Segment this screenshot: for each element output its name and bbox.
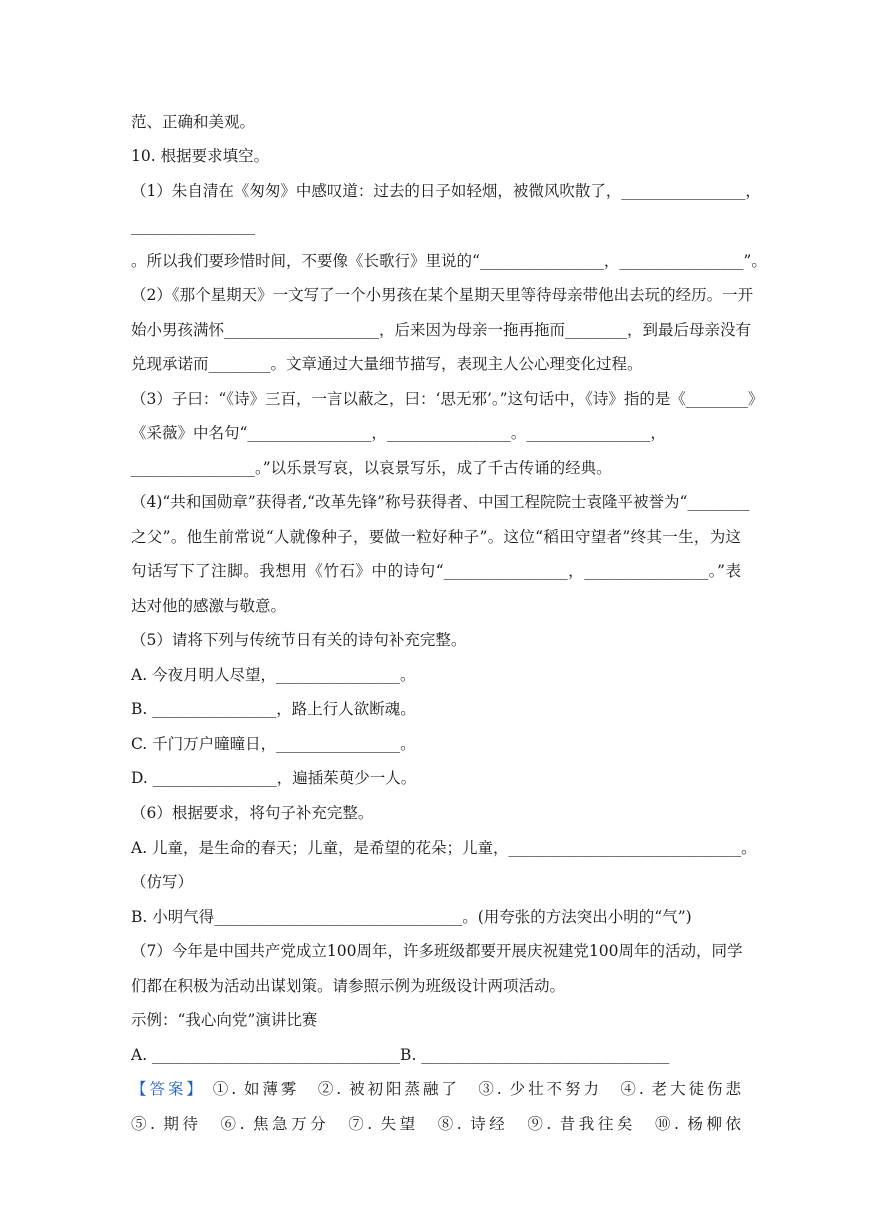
text-line: （3）子曰：“《诗》三百，一言以蔽之，曰：‘思无邪’。”这句话中，《诗》指的是《________》 <box>131 390 764 408</box>
text-line: 《采薇》中名句“________________，________________。________________， <box>131 424 666 442</box>
question-heading: 10. 根据要求填空。 <box>131 147 270 165</box>
answer-line-2: ⑤. 期待 ⑥. 焦急万分 ⑦. 失望 ⑧. 诗经 ⑨. 昔我往矣 ⑩. 杨柳依 <box>131 1115 741 1133</box>
text-line: （1）朱自清在《匆匆》中感叹道：过去的日子如轻烟，被微风吹散了，________________， <box>131 182 761 200</box>
text-line: B. ________________，路上行人欲断魂。 <box>131 700 416 718</box>
text-line: 达对他的感激与敬意。 <box>131 597 287 615</box>
text-line: B. 小明气得________________________________。(用夸张的方法突出小明的“气”) <box>131 908 692 926</box>
text-line: 句话写下了注脚。我想用《竹石》中的诗句“________________，________________。”表 <box>131 562 741 580</box>
text-line: ________________ <box>131 217 255 235</box>
answer-items: ①. 如薄雾 ②. 被初阳蒸融了 ③. 少壮不努力 ④. 老大徒伤悲 <box>212 1080 741 1098</box>
text-line: 之父”。他生前常说“人就像种子，要做一粒好种子”。这位“稻田守望者”终其一生，为这 <box>131 528 741 546</box>
text-line: （2）《那个星期天》一文写了一个小男孩在某个星期天里等待母亲带他出去玩的经历。一开 <box>131 286 754 304</box>
text-line: A. 儿童，是生命的春天；儿童，是希望的花朵；儿童，______________________________。 <box>131 839 757 857</box>
text-line: （6）根据要求，将句子补充完整。 <box>131 804 374 822</box>
text-line: （7）今年是中国共产党成立100周年，许多班级都要开展庆祝建党100周年的活动，同学 <box>131 942 743 960</box>
text-line: （4)“共和国勋章”获得者,“改革先锋”称号获得者、中国工程院院士袁隆平被誉为“________ <box>131 493 750 511</box>
text-line: 始小男孩满怀____________________，后来因为母亲一拖再拖而________，到最后母亲没有 <box>131 321 752 339</box>
text-line: 。所以我们要珍惜时间，不要像《长歌行》里说的“________________，________________”。 <box>131 252 767 270</box>
text-line: 们都在积极为活动出谋划策。请参照示例为班级设计两项活动。 <box>131 977 566 995</box>
text-line: A. 今夜月明人尽望，________________。 <box>131 666 416 684</box>
text-line: D. ________________，遍插茱萸少一人。 <box>131 769 417 787</box>
text-line: 兑现承诺而________。文章通过大量细节描写，表现主人公心理变化过程。 <box>131 355 643 373</box>
text-line: C. 千门万户曈曈日，________________。 <box>131 735 416 753</box>
text-line: （5）请将下列与传统节日有关的诗句补充完整。 <box>131 631 467 649</box>
text-line: A. ________________________________B. ________________________________ <box>131 1046 670 1064</box>
answer-label: 【答案】 <box>131 1080 205 1098</box>
answer-line-1 <box>131 1079 741 1099</box>
text-line: ________________。”以乐景写哀，以哀景写乐，成了千古传诵的经典。 <box>131 459 612 477</box>
text-line: 范、正确和美观。 <box>131 113 256 131</box>
text-line: 示例：“我心向党”演讲比赛 <box>131 1011 318 1029</box>
text-line: （仿写） <box>131 873 194 891</box>
